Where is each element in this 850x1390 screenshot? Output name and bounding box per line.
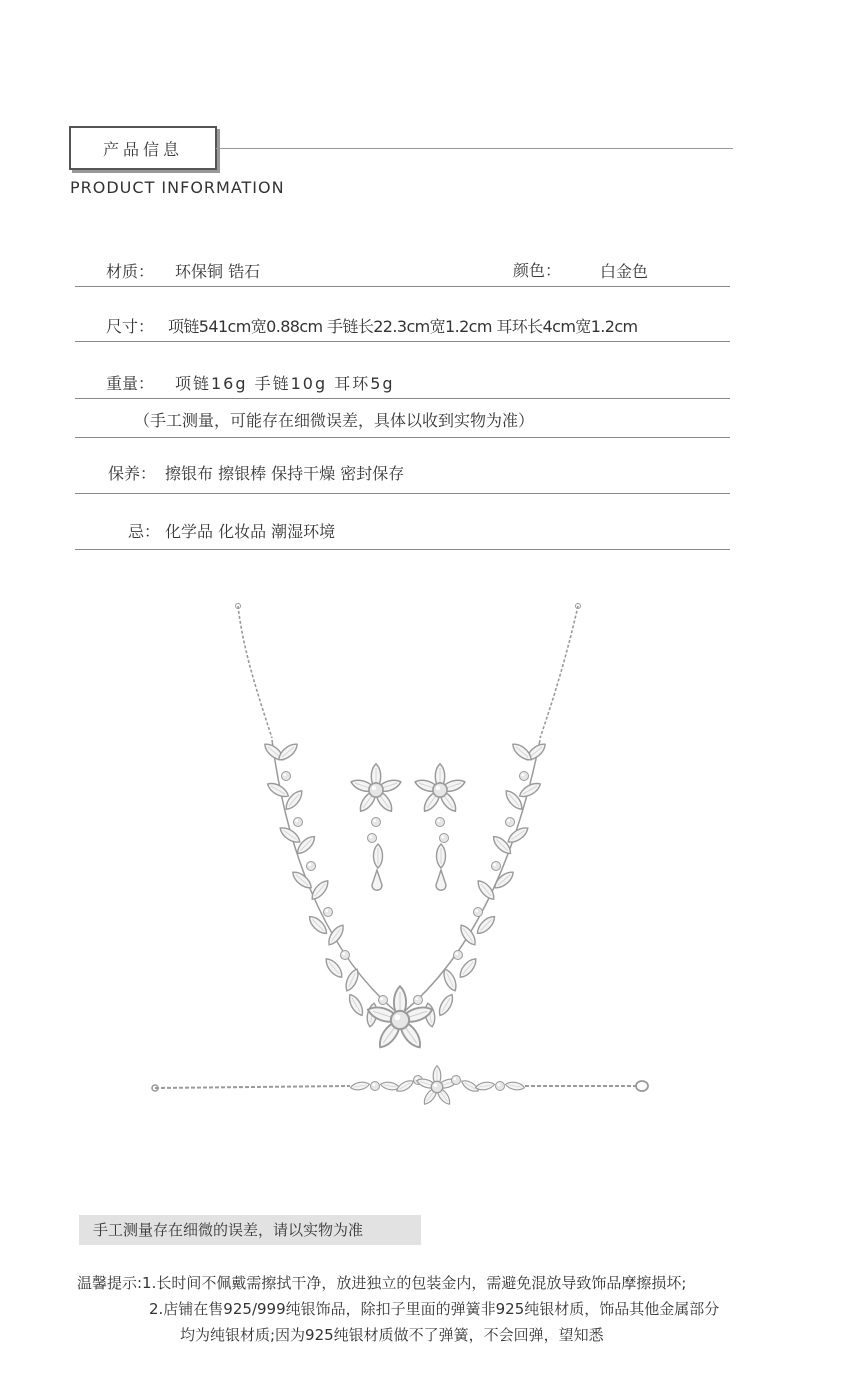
weight-label: 重量： (106, 374, 155, 393)
material-label: 材质： (106, 262, 155, 281)
size-value: 项链541cm宽0.88cm 手链长22.3cm宽1.2cm 耳环长4cm宽1.2cm (168, 317, 638, 336)
necklace-chain-left (238, 606, 272, 738)
necklace-leaves (262, 741, 548, 1028)
tip-line-3: 均为纯银材质;因为925纯银材质做不了弹簧，不会回弹，望知悉 (180, 1326, 604, 1344)
weight-value: 项链16g 手链10g 耳环5g (175, 374, 395, 393)
tip-line-1: 温馨提示:1.长时间不佩戴需擦拭干净，放进独立的包装金内，需避免混放导致饰品摩擦损坏; (77, 1274, 687, 1292)
care-value: 擦银布 擦银棒 保持干燥 密封保存 (165, 464, 405, 483)
material-value: 环保铜 锆石 (175, 262, 261, 281)
necklace-centerpiece (366, 986, 434, 1051)
section-title-cn: 产品信息 (102, 139, 183, 159)
color-value: 白金色 (600, 262, 649, 281)
necklace-chain-right (540, 606, 578, 738)
avoid-value: 化学品 化妆品 潮湿环境 (165, 522, 336, 541)
section-title-en: PRODUCT INFORMATION (70, 178, 285, 197)
earring-left (350, 764, 403, 891)
measurement-note: 手工测量存在细微的误差，请以实物为准 (79, 1215, 421, 1245)
tip-line-2: 2.店铺在售925/999纯银饰品，除扣子里面的弹簧非925纯银材质，饰品其他金属部分 (149, 1300, 720, 1318)
color-label: 颜色： (513, 261, 562, 280)
earring-right (414, 764, 467, 891)
avoid-label: 忌： (128, 522, 161, 541)
size-label: 尺寸： (106, 317, 155, 336)
weight-note: （手工测量，可能存在细微误差，具体以收到实物为准） (134, 411, 535, 430)
bracelet (152, 1066, 648, 1107)
care-label: 保养： (108, 464, 157, 483)
